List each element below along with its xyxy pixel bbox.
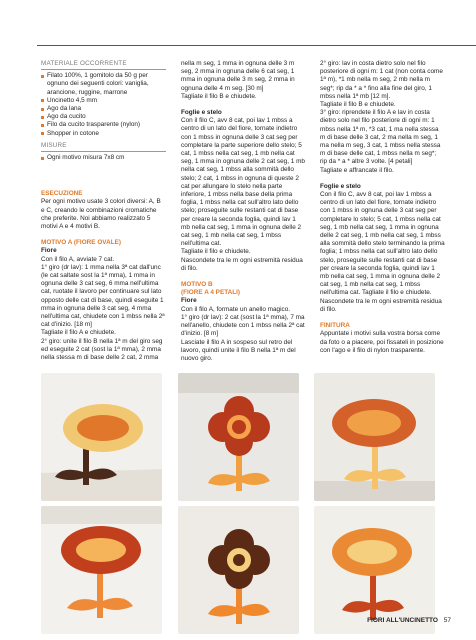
column-1 (41, 60, 166, 362)
paragraph: 2° giro: unite il filo B nella 1ª m del giro seg ed eseguite 2 cat (sost la 1ª mma), 2 mma nella stessa m di base delle 2 cat, 2 mma (41, 337, 163, 362)
measures-list (41, 154, 166, 162)
motif-b-subheading: (FIORE A 4 PETALI) (181, 289, 241, 297)
column-2 (181, 60, 305, 363)
paragraph: 1° giro (dr lav): 2 cat (sost la 1ª mma), 7 ma nell'anello, chiudete con 1 mbss nella 2ª cat d'inizio. [8 m] (181, 313, 305, 338)
paragraph: Tagliate il filo e chiudete. (181, 248, 251, 256)
measures-heading: MISURE (41, 141, 67, 149)
paragraph: Tagliate il filo B e chiudete. (181, 92, 257, 100)
paragraph: Tagliate il filo B e chiudete. (320, 101, 396, 109)
list-item: Uncinetto 4,5 mm (41, 97, 166, 105)
fiore-heading: Fiore (181, 297, 197, 305)
materials-list (41, 72, 166, 138)
top-rule (37, 45, 476, 46)
paragraph: Con il filo A, avviate 7 cat. (41, 255, 115, 263)
page-footer (367, 617, 451, 624)
photo-oval-flower-orange (314, 373, 435, 501)
photo-oval-flower-red (41, 506, 162, 634)
foglie-heading: Foglie e stelo (320, 182, 361, 190)
photo-oval-flower-vanilla (41, 373, 162, 501)
paragraph: 2° giro: lav in costa dietro solo nel filo posteriore di ogni m: 1 cat (non conta come 1ª m), *1 mb nella m seg, 2 mb nella m seg*; rip da * a * fino alla fine del giro, 1 mbss nella 1ª mb [12 m]. (320, 60, 443, 100)
paragraph: Con il filo C, avv 8 cat, poi lav 1 mbss a centro di un lato del fiore, tornate indietro con 1 mbss in ognuna delle 3 cat seg per completare la parte superiore dello stelo; 5 cat, 1 mbss nella cat seg, 1 mb nella cat seg, 1 mma in ognuna delle 2 cat seg, 1 mb nella cat seg, 1 mbss alla sommità dello stelo; 2 cat, 1 mbss in ognuna di queste 2 cat per allungare lo stelo nella parte inferiore, 1 mbss nella base della prima foglia, 1 mbss nella cat sull'altro lato dello stelo; proseguite sulle restanti cat di base per creare la seconda foglia, quindi lav 1 mb nella cat seg, 1 mma in ognuna delle 2 cat seg, 1 mb nella cat seg, 1 mbss nell'ultima cat. (181, 117, 305, 248)
fiore-heading: Fiore (41, 247, 57, 255)
list-item: Filato 100%, 1 gomitolo da 50 g per ognuno dei seguenti colori: vaniglia, arancione, ruggine, marrone (41, 72, 166, 97)
photo-oval-flower-orange-vanilla (314, 506, 435, 634)
paragraph: Tagliate il filo A e chiudete. (41, 329, 116, 337)
list-item: Ogni motivo misura 7x8 cm (41, 154, 166, 162)
materials-rule (41, 69, 166, 70)
paragraph: 3° giro: riprendete il filo A e lav in costa dietro solo nel filo posteriore di ogni m: 1 mbss nella 1ª m, *3 cat, 1 ma nella stessa m di base delle 3 cat, 2 ma nella m seg, 1 ma nella m seg, 3 cat, 1 mbss nella stessa m di base delle cat, 1 mbss nella m seg*; rip da * a * altre 3 volte. [4 petali] (320, 109, 441, 166)
list-item: Shopper in cotone (41, 130, 166, 138)
magazine-name: FIORI ALL'UNCINETTO (367, 617, 438, 624)
list-item: Filo da cucito trasparente (nylon) (41, 121, 166, 129)
photo-four-petal-flower-red (178, 373, 299, 501)
foglie-heading: Foglie e stelo (181, 109, 222, 117)
paragraph: 1° giro (dr lav): 1 mma nella 3ª cat dall'unc (le cat saltate sost la 1ª mma), 1 mma in ognuna delle 3 cat seg, 6 mma nell'ultima cat, ruotate il lavoro per continuare sul lato opposto delle cat di base, quindi eseguite 1 mma in ognuna delle 3 cat seg, 4 mma nell'ultima cat, chiudete con 1 mbss nella 2ª cat d'inizio. [18 m] (41, 263, 165, 329)
paragraph: Appuntate i motivi sulla vostra borsa come da foto o a piacere, poi fissateli in posizione con l'ago e il filo di nylon trasparente. (320, 330, 444, 354)
finitura-heading: FINITURA (320, 322, 350, 330)
motif-b-heading: MOTIVO B (181, 281, 213, 289)
paragraph: Nascondete tra le m ogni estremità residua di filo. (181, 256, 303, 272)
motif-a-heading: MOTIVO A (FIORE OVALE) (41, 239, 121, 247)
column-3 (320, 60, 445, 355)
execution-heading: ESECUZIONE (41, 190, 83, 198)
page-number: 57 (443, 617, 451, 624)
measures-rule (41, 151, 166, 152)
list-item: Ago da lana (41, 105, 166, 113)
paragraph: Con il filo C, avv 8 cat, poi lav 1 mbss a centro di un lato del fiore, tornate indietro con 1 mbss in ognuna delle 3 cat seg per completare lo stelo; 5 cat, 1 mbss nella cat seg, 1 mb nella cat seg, 1 mma in ognuna delle 2 cat seg, 1 mb nella cat seg, 1 mbss alla sommità dello stelo terminando la prima foglia; 1 mbss nella cat sull'altro lato dello stelo, proseguite sulle restanti cat di base per creare la seconda foglia, quindi lav 1 mb nella cat seg, 1 mma in ognuna delle 2 cat seg, 1 mb nella cat seg, 1 mbss nell'ultima cat. Tagliate il filo e chiudete. Nascondete tra le m ogni estremità residua di filo. (320, 191, 445, 313)
paragraph: Lasciate il filo A in sospeso sul retro del lavoro, quindi unite il filo B nella 1ª m del nuovo giro. (181, 338, 296, 362)
paragraph: Con il filo A, formate un anello magico. (181, 305, 291, 313)
list-item: Ago da cucito (41, 113, 166, 121)
paragraph: Tagliate e affrancate il filo. (320, 166, 394, 174)
photo-four-petal-flower-brown (178, 506, 299, 634)
materials-heading: MATERIALE OCCORRENTE (41, 60, 127, 67)
paragraph: nella m seg, 1 mma in ognuna delle 3 m seg, 2 mma in ognuna delle 6 cat seg, 1 mma in ognuna delle 3 m seg, 2 mma in ognuna delle 4 m seg. [30 m] (181, 60, 295, 92)
execution-text: Per ogni motivo usate 3 colori diversi: A, B e C, creando le combinazioni cromatiche che preferite. Noi abbiamo realizzato 5 motivi A e 4 motivi B. (41, 198, 161, 231)
